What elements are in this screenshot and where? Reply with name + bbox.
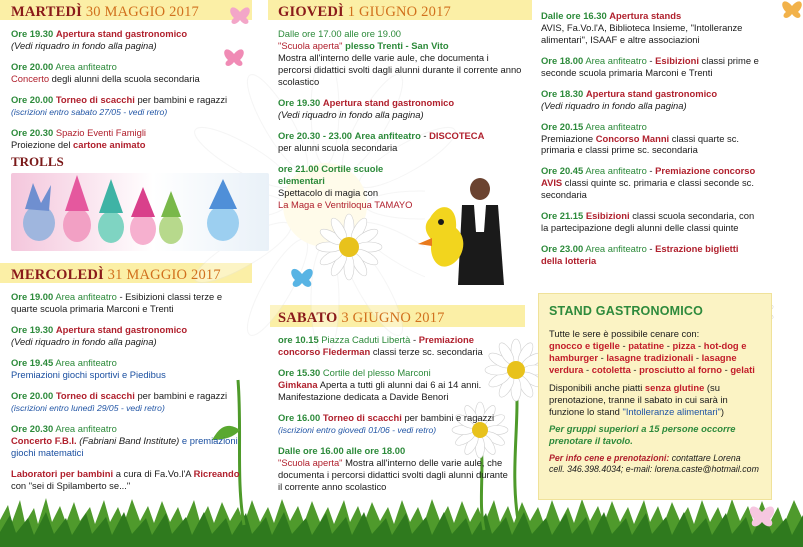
day-name: MERCOLEDÌ: [11, 267, 104, 283]
day-name: GIOVEDÌ: [278, 4, 344, 20]
event-place: Area anfiteatro: [585, 243, 647, 255]
event-desc: per bambini e ragazzi: [404, 412, 495, 424]
event-time: Dalle ore 16.00 alle ore 18.00: [278, 444, 406, 456]
event-title: Gimkana: [278, 379, 318, 391]
event-time: Ore 20.00: [11, 94, 54, 106]
event-pre: Premiazione: [541, 132, 594, 144]
gluten-stand: "Intolleranze alimentari": [622, 405, 721, 417]
gastro-box: [538, 293, 772, 500]
event-place: Area anfiteatro: [55, 357, 117, 369]
gastro-title: STAND GASTRONOMICO: [549, 304, 704, 318]
trolls-title: TROLLS: [11, 153, 64, 169]
day-header-martedi: [11, 3, 251, 21]
food-item: prosciutto al forno: [639, 363, 722, 375]
event-band: (Fabriani Band Institute): [79, 434, 180, 446]
event-title: Premiazione concorso AVIS: [541, 165, 756, 189]
event-item: [541, 121, 761, 157]
event-place: Area anfiteatro: [55, 61, 117, 73]
event-item: [11, 324, 251, 348]
event-time: Ore 19.00: [11, 291, 54, 303]
event-desc: Proiezione del: [11, 138, 71, 150]
event-title: DISCOTECA: [429, 129, 485, 141]
event-title: Esibizioni: [585, 210, 630, 222]
event-title: Torneo di scacchi: [55, 94, 135, 106]
event-time: Ore 19.30: [11, 324, 54, 336]
day-date: 1 GIUGNO 2017: [347, 4, 451, 20]
event-item: [11, 61, 251, 85]
event-desc: classi quarte sc. primaria e classi prime sc. secondaria: [541, 132, 739, 156]
event-registration: (iscrizioni entro sabato 27/05 - vedi retro): [11, 107, 168, 118]
event-desc: classi prime e seconde scuola primaria Marconi e Trenti: [541, 54, 759, 78]
event-item: [11, 390, 251, 414]
event-time: Ore 19.30: [11, 28, 54, 40]
event-desc: - Esibizioni classi terze e quarte scuola primaria Marconi e Trenti: [11, 291, 223, 315]
food-item: cotoletta: [591, 363, 631, 375]
event-time: Ore 21.15: [541, 210, 584, 222]
event-title: Concerto: [11, 73, 50, 85]
event-desc: per bambini e ragazzi: [137, 390, 228, 402]
event-title: Concerto F.B.I.: [11, 434, 77, 446]
event-desc: degli alunni della scuola secondaria: [51, 73, 200, 85]
event-place: Area anfiteatro: [354, 129, 421, 141]
contact-label: Per info cene e prenotazioni:: [549, 453, 670, 464]
event-title: Apertura stand gastronomico: [322, 97, 455, 109]
event-title: Torneo di scacchi: [322, 412, 402, 424]
event-item: [11, 28, 251, 52]
food-item: hot-dog e hamburger: [549, 339, 747, 363]
event-time: Ore 23.00: [541, 243, 584, 255]
event-place: Cortile scuole elementari: [278, 162, 384, 186]
event-desc: Mostra all'interno delle varie aule, che documenta i percorsi didattici svolti dagli alunni durante il corrente anno scolastico: [278, 456, 508, 492]
event-item: Ore 23.00 Area anfiteatro - Estrazione biglietti della lotteria: [541, 243, 739, 266]
contact-name: contattare Lorena: [671, 453, 741, 464]
butterfly-blue-icon: [291, 269, 312, 287]
event-time: Ore 20.15: [541, 120, 584, 132]
event-place: plesso Trenti - San Vito: [345, 40, 449, 52]
event-place: Area anfiteatro: [585, 54, 647, 66]
day-date: 3 GIUGNO 2017: [341, 310, 445, 326]
event-title: Laboratori per bambini: [11, 467, 114, 479]
event-title: "Scuola aperta": [278, 40, 343, 52]
event-time: ore 10.15: [278, 334, 319, 346]
column-right: [541, 10, 761, 276]
event-time: Ore 16.00: [278, 412, 321, 424]
event-time: Ore 15.30: [278, 367, 321, 379]
event-time: Ore 19.45: [11, 357, 54, 369]
event-time: Ore 19.30: [278, 97, 321, 109]
event-item: [278, 445, 510, 493]
event-item: [278, 412, 510, 436]
event-desc: Aperta a tutti gli alunni dai 6 ai 14 anni. Manifestazione dedicata a Davide Benori: [278, 379, 482, 403]
event-title: Esibizioni: [655, 54, 699, 66]
event-item: [11, 357, 251, 381]
event-item: [11, 291, 251, 315]
food-item: gelati: [730, 363, 755, 375]
event-desc: classi quinte sc. primaria e classi seconde sc. secondaria: [541, 177, 754, 201]
event-place: Area anfiteatro: [55, 291, 117, 303]
event-desc: a cura di Fa.Vo.l'A: [115, 467, 191, 479]
trolls-characters-illustration: [11, 173, 269, 251]
event-desc: per alunni scuola secondaria: [278, 141, 398, 153]
event-item: ore 10.15 Piazza Caduti Libertà - Premiazione concorso Flederman classi terze sc. secondaria: [278, 334, 483, 358]
event-note: (Vedi riquadro in fondo alla pagina): [541, 99, 687, 111]
event-title: Apertura stands: [609, 10, 682, 21]
event-item: [541, 210, 761, 234]
gastro-contact: [549, 453, 761, 464]
gluten-end: ): [720, 405, 724, 417]
event-time: Dalle ore 16.30: [541, 10, 607, 21]
event-item: Ore 20.30 - 23.00 Area anfiteatro - DISCOTECA per alunni scuola secondaria: [278, 130, 523, 154]
event-place: Cortile del plesso Marconi: [322, 367, 431, 379]
event-time: Ore 20.45: [541, 165, 584, 177]
event-title-2: Ricreando: [193, 467, 240, 479]
event-desc: Mostra all'interno delle varie aule, che documenta i percorsi didattici svolti dagli alunni durante il corrente anno scolastico: [278, 52, 522, 88]
gastro-groups-note: Per gruppi superiori a 15 persone occorre prenotare il tavolo.: [549, 423, 736, 447]
event-title: Apertura stand gastronomico: [585, 87, 718, 99]
event-note: (Vedi riquadro in fondo alla pagina): [11, 40, 157, 52]
event-title: Apertura stand gastronomico: [55, 28, 188, 40]
gastro-gluten-free: [549, 382, 761, 418]
gluten-text-2: (su prenotazione, tranne il sabato in cui sarà in funzione lo stand: [549, 381, 728, 417]
butterfly-corner-icon: [782, 1, 802, 18]
event-time: Ore 20.00: [11, 390, 54, 402]
event-title: Premiazione concorso Flederman: [278, 334, 474, 358]
day-name: SABATO: [278, 310, 338, 326]
event-item: [278, 28, 523, 88]
event-registration: (iscrizioni entro giovedì 01/06 - vedi retro): [278, 425, 437, 436]
column-left-lower: [11, 266, 251, 501]
event-desc: classi terze sc. secondaria: [372, 346, 483, 358]
event-item: [11, 423, 251, 459]
event-place: Area anfiteatro: [585, 120, 647, 132]
event-title: Apertura stand gastronomico: [55, 324, 188, 336]
gastro-intro-text: Tutte le sere è possibile cenare con:: [549, 327, 700, 339]
event-title: Estrazione biglietti della lotteria: [541, 243, 739, 266]
day-date: 30 MAGGIO 2017: [85, 4, 199, 20]
day-date: 31 MAGGIO 2017: [107, 267, 221, 283]
event-desc: e premiazioni giochi matematici: [11, 434, 238, 458]
food-item: lasagne tradizionali: [606, 351, 694, 363]
event-time: ore 21.00: [278, 162, 319, 174]
event-place: Piazza Caduti Libertà: [321, 334, 411, 346]
event-item: [11, 94, 251, 118]
event-note: (Vedi riquadro in fondo alla pagina): [278, 109, 424, 121]
gastro-intro: Tutte le sere è possibile cenare con: gnocco e tigelle - patatine - pizza - hot-dog e hamburger - lasagne tradizionali - lasagne verdura - cotoletta - prosciutto al forno - gelati: [549, 327, 755, 375]
food-item: gnocco e tigelle: [549, 339, 620, 351]
gluten-text: Disponibili anche piatti: [549, 381, 643, 393]
event-time: Ore 18.30: [541, 87, 584, 99]
event-item: Ore 18.00 Area anfiteatro - Esibizioni classi prime e seconde scuola primaria Marconi e Trenti: [541, 54, 759, 78]
event-title: "Scuola aperta": [278, 456, 343, 468]
event-title: Concorso Manni: [595, 132, 670, 144]
event-title: Torneo di scacchi: [55, 390, 135, 402]
event-film: cartone animato: [73, 138, 146, 150]
event-time: Ore 20.30 - 23.00: [278, 129, 353, 141]
event-item: [11, 468, 251, 492]
event-desc: AVIS, Fa.Vo.l'A, Biblioteca Insieme, "Intolleranze alimentari", ISAAF e altre associazioni: [541, 21, 743, 45]
gastro-phone-email: cell. 346.398.4034; e-mail: lorena.caste@hotmail.com: [549, 464, 759, 475]
grass-border: [0, 498, 803, 547]
event-desc: classi scuola secondaria, con la partecipazione degli alunni delle classi quinte: [541, 210, 755, 234]
column-middle-lower: [278, 309, 510, 502]
event-desc: Premiazioni giochi sportivi e Piedibus: [11, 369, 166, 381]
food-item: patatine: [628, 339, 665, 351]
food-item: pizza: [672, 339, 696, 351]
gluten-key: senza glutine: [644, 381, 705, 393]
trolls-image: [11, 173, 269, 251]
event-item: [11, 127, 251, 151]
column-middle: [278, 3, 523, 220]
event-place: Area anfiteatro: [55, 422, 117, 434]
day-header-giovedi: [278, 3, 523, 21]
column-left: [11, 3, 251, 251]
day-header-sabato: [278, 309, 510, 327]
event-desc-2: con "sei di Spilamberto se...": [11, 479, 131, 491]
event-time: Dalle ore 17.00 alle ore 19.00: [278, 28, 402, 40]
event-item: [278, 367, 510, 403]
event-place: Spazio Eventi Famigli: [55, 127, 146, 139]
event-item: [541, 88, 761, 112]
event-note: (Vedi riquadro in fondo alla pagina): [11, 336, 157, 348]
event-time: Ore 18.00: [541, 54, 584, 66]
day-header-mercoledi: [11, 266, 251, 284]
event-desc: per bambini e ragazzi: [137, 94, 228, 106]
event-time: Ore 20.00: [11, 61, 54, 73]
food-item: lasagne verdura: [549, 351, 737, 375]
day-name: MARTEDÌ: [11, 4, 82, 20]
event-place: Area anfiteatro: [585, 165, 647, 177]
event-item: Ore 20.45 Area anfiteatro - Premiazione concorso AVIS classi quinte sc. primaria e classi seconde sc. secondaria: [541, 165, 756, 201]
event-desc: Spettacolo di magia con: [278, 186, 379, 198]
event-item: [278, 163, 428, 211]
event-title: La Maga e Ventriloqua TAMAYO: [278, 198, 413, 210]
event-time: Ore 20.30: [11, 422, 54, 434]
event-item: [541, 10, 761, 46]
event-registration: (iscrizioni entro lunedì 29/05 - vedi retro): [11, 402, 165, 413]
event-item: [278, 97, 523, 121]
event-time: Ore 20.30: [11, 127, 54, 139]
